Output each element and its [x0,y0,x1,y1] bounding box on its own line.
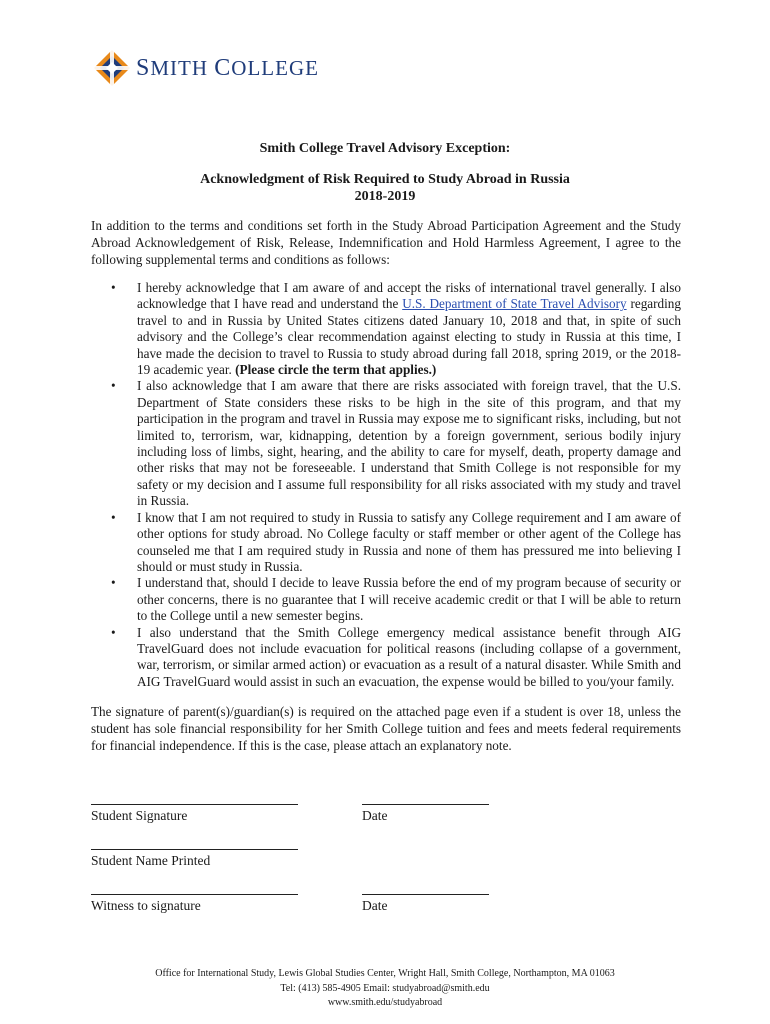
footer-contact: Tel: (413) 585-4905 Email: studyabroad@smith.edu [280,982,490,994]
date-line-2[interactable] [362,894,489,895]
bullet-icon: • [111,509,116,525]
signature-note: The signature of parent(s)/guardian(s) is required on the attached page even if a student is over 18, unless the student has sole financial responsibility for her Smith College tuition and fees and meets federal requirements for financial independence. If this is the case, please attach an explanatory note. [91,704,681,753]
student-name-label: Student Name Printed [91,853,211,868]
document-subtitle: Acknowledgment of Risk Required to Study Abroad in Russia [200,172,570,187]
smith-college-logo [92,46,319,90]
list-item: • I also acknowledge that I am aware that there are risks associated with foreign travel, that the U.S. Department of State considers these risks to be high in the site of this program, and that my participation in the program and travel in Russia may expose me to significant risks, including, but not limited to, terrorism, war, kidnapping, detention by a foreign government, serious bodily injury including loss of limbs, sight, hearing, and the ability to care for myself, death, property damage and other risks that may not be foreseeable. I understand that Smith College is not responsible for my safety or my decision and I assume full responsibility for all risks associated with my study and travel in Russia. [111,378,681,509]
bullet-icon: • [111,575,116,591]
footer [0,967,770,1011]
logo-emblem-icon [92,48,132,88]
list-item: • I know that I am not required to study in Russia to satisfy any College requirement and I am aware of other options for study abroad. No College faculty or staff member or other agent of the College has counseled me that I am required study in Russia and none of them has pressured me into believing I should or must study in Russia. [111,509,681,574]
intro-paragraph: In addition to the terms and conditions set forth in the Study Abroad Participation Agreement and the Study Abroad Acknowledgement of Risk, Release, Indemnification and Hold Harmless Agreement, I agree to the following supplemental terms and conditions as follows: [91,218,681,267]
footer-address: Office for International Study, Lewis Global Studies Center, Wright Hall, Smith College, Northampton, MA 01063 [155,968,615,979]
document-title: Smith College Travel Advisory Exception: [259,141,511,156]
bullet-icon: • [111,280,116,295]
list-item: • I understand that, should I decide to leave Russia before the end of my program because of security or other concerns, there is no guarantee that I will receive academic credit or that I will be able to return to the College until a new semester begins. [111,575,681,624]
student-signature-label: Student Signature [91,808,188,823]
travel-advisory-link[interactable]: U.S. Department of State Travel Advisory [402,296,627,312]
date-label-2: Date [362,898,388,913]
logo-wordmark: SMITH COLLEGE [136,54,319,81]
date-line-1[interactable] [362,804,489,805]
witness-label: Witness to signature [91,898,201,913]
academic-year: 2018-2019 [354,189,416,204]
bullet-icon: • [111,624,116,640]
student-signature-line[interactable] [91,804,298,805]
list-item: • I also understand that the Smith College emergency medical assistance benefit through AIG TravelGuard does not include evacuation for political reasons (including collapse of a government, war, terrorism, or similar armed action) or evacuation as a result of a natural disaster. While Smith and AIG TravelGuard would assist in such an evacuation, the expense would be billed to you/your family. [111,624,681,689]
terms-list [91,280,681,690]
bullet-icon: • [111,378,116,394]
witness-signature-line[interactable] [91,894,298,895]
date-label-1: Date [362,808,388,823]
list-item: • I hereby acknowledge that I am aware of and accept the risks of international travel generally. I also acknowledge that I have read and understand the U.S. Department of State Travel Advisory regarding travel to and in Russia by United States citizens dated January 10, 2018 and that, in spite of such advisory and the College’s clear recommendation against electing to study in Russia at this time, I have made the decision to travel to Russia to study abroad during fall 2018, spring 2019, or the 2018-19 academic year. (Please circle the term that applies.) [111,280,681,378]
footer-website: www.smith.edu/studyabroad [327,997,443,1008]
student-name-line[interactable] [91,849,298,850]
